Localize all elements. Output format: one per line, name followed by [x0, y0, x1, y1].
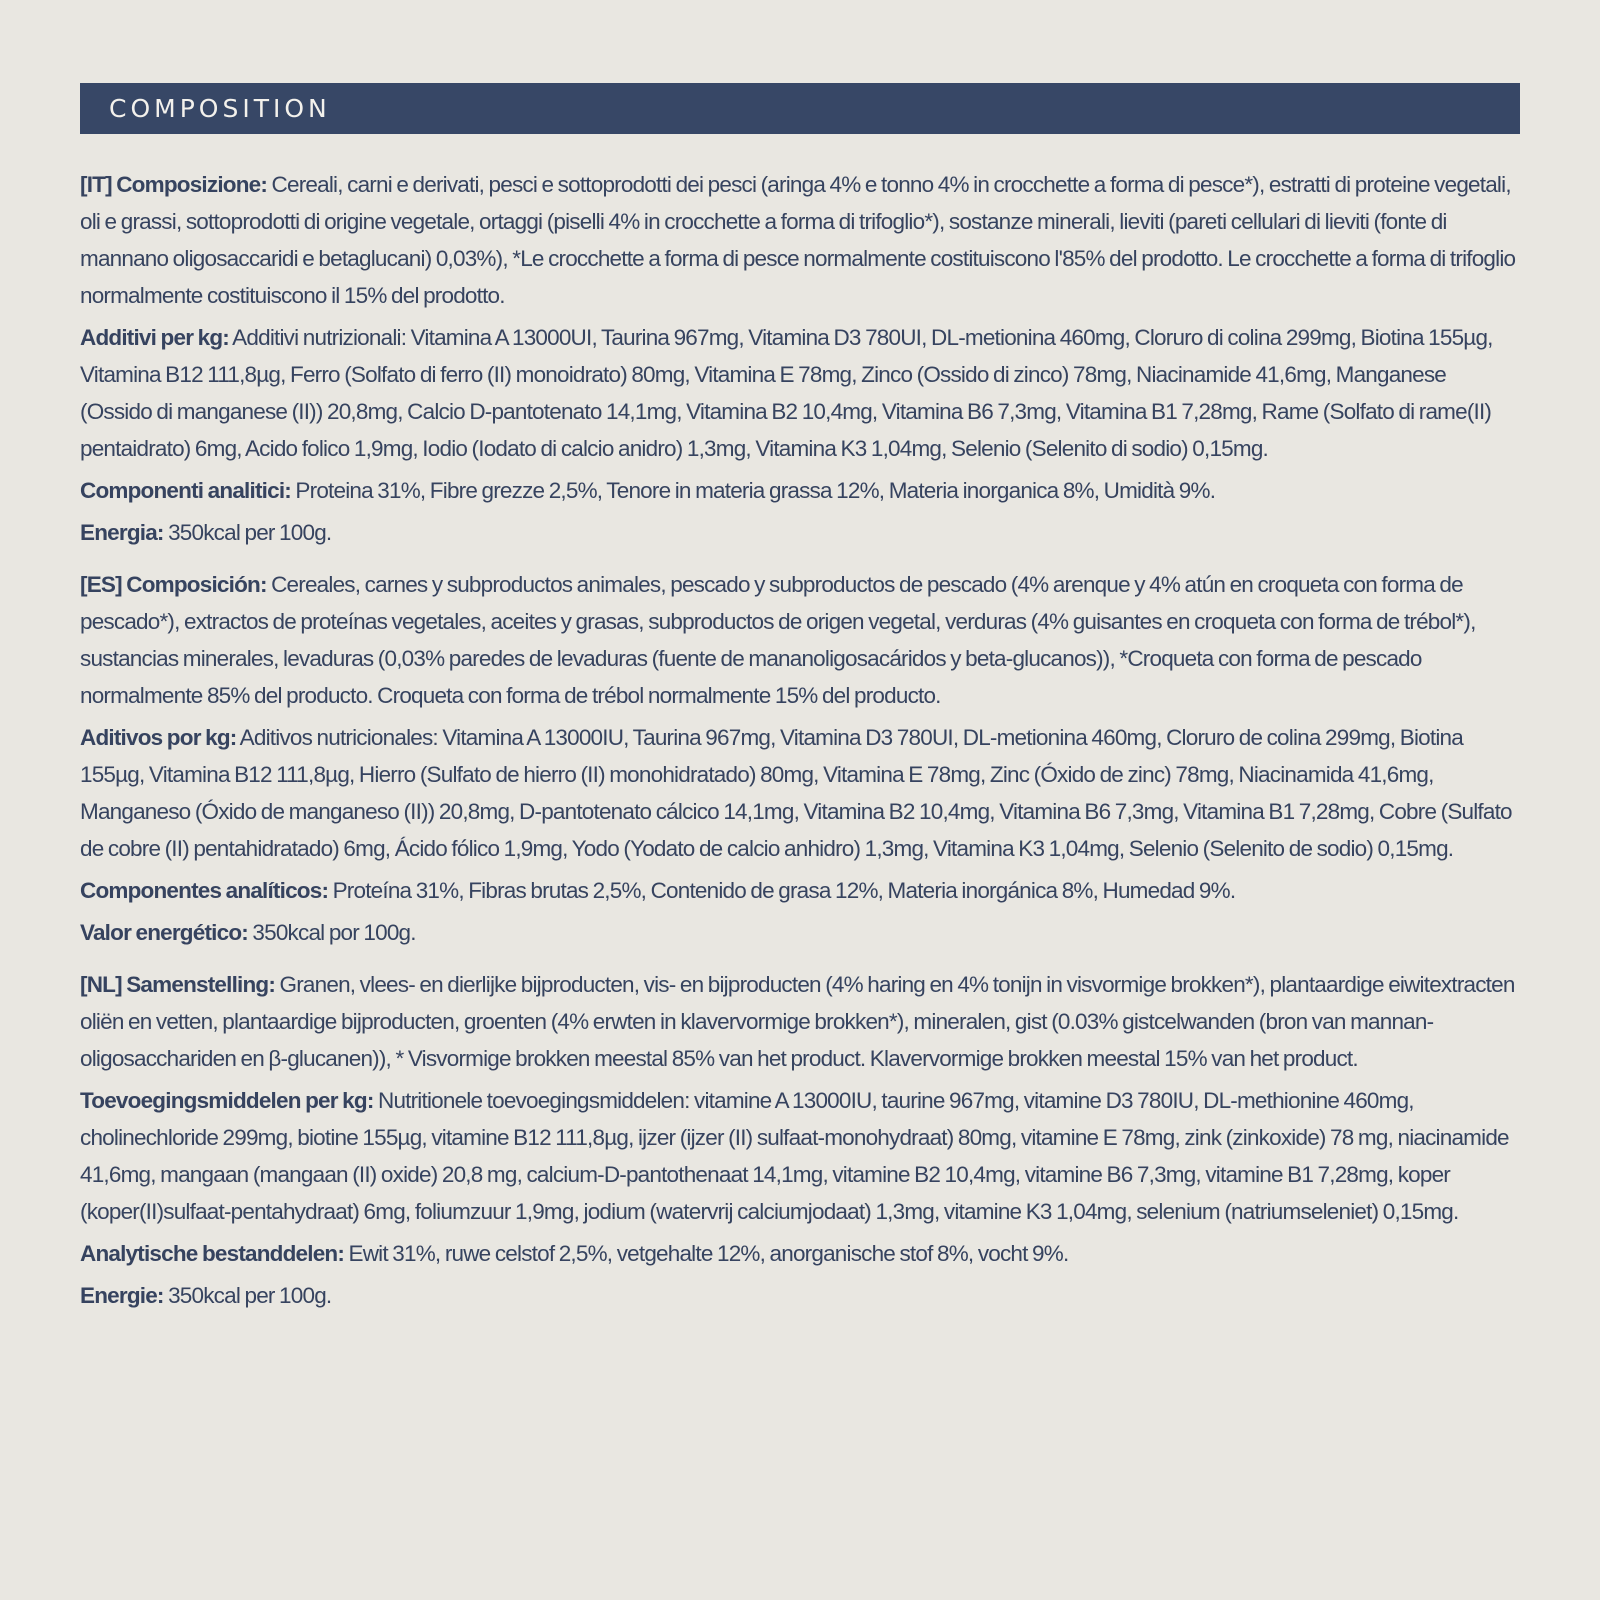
analytical-paragraph-it — [80, 472, 1520, 509]
energy-text-nl: 350kcal per 100g. — [163, 1283, 332, 1308]
energy-label-nl: Energie: — [80, 1283, 164, 1308]
additives-label-it: Additivi per kg: — [80, 325, 229, 350]
analytical-text-es: Proteína 31%, Fibras brutas 2,5%, Contenido de grasa 12%, Materia inorgánica 8%, Humedad 9%. — [328, 878, 1236, 903]
additives-text-it: Additivi nutrizionali: Vitamina A 13000UI, Taurina 967mg, Vitamina D3 780UI, DL-metionina 460mg, Cloruro di colina 299mg, Biotina 155µg, Vitamina B12 111,8µg, Ferro (Solfato di ferro (II) monoidrato) 80mg, Vitamina E 78mg, Zinco (Ossido di zinco) 78mg, Niacinamide 41,6mg, Manganese (Ossido di manganese (II)) 20,8mg, Calcio D-pantotenato 14,1mg, Vitamina B2 10,4mg, Vitamina B6 7,3mg, Vitamina B1 7,28mg, Rame (Solfato di rame(II) pentaidrato) 6mg, Acido folico 1,9mg, Iodio (Iodato di calcio anidro) 1,3mg, Vitamina K3 1,04mg, Selenio (Selenito di sodio) 0,15mg. — [80, 325, 1493, 461]
composition-label-es: [ES] Composición: — [80, 572, 267, 597]
energy-text-es: 350kcal por 100g. — [247, 920, 416, 945]
additives-label-nl: Toevoegingsmiddelen per kg: — [80, 1088, 374, 1113]
additives-paragraph-es — [80, 719, 1520, 867]
analytical-label-es: Componentes analíticos: — [80, 878, 329, 903]
energy-paragraph-es — [80, 914, 1520, 951]
section-italian — [80, 166, 1520, 551]
additives-text-es: Aditivos nutricionales: Vitamina A 13000IU, Taurina 967mg, Vitamina D3 780UI, DL-metionina 460mg, Cloruro de colina 299mg, Biotina 155µg, Vitamina B12 111,8µg, Hierro (Sulfato de hierro (II) monohidratado) 80mg, Vitamina E 78mg, Zinc (Óxido de zinc) 78mg, Niacinamida 41,6mg, Manganeso (Óxido de manganeso (II)) 20,8mg, D-pantotenato cálcico 14,1mg, Vitamina B2 10,4mg, Vitamina B6 7,3mg, Vitamina B1 7,28mg, Cobre (Sulfato de cobre (II) pentahidratado) 6mg, Ácido fólico 1,9mg, Yodo (Yodato de calcio anhidro) 1,3mg, Vitamina K3 1,04mg, Selenio (Selenito de sodio) 0,15mg. — [80, 725, 1512, 861]
composition-paragraph-it — [80, 166, 1520, 314]
composition-text-es: Cereales, carnes y subproductos animales, pescado y subproductos de pescado (4% arenque y 4% atún en croqueta con forma de pescado*), extractos de proteínas vegetales, aceites y grasas, subproductos de origen vegetal, verduras (4% guisantes en croqueta con forma de trébol*), sustancias minerales, levaduras (0,03% paredes de levaduras (fuente de mananoligosacáridos y beta-glucanos)), *Croqueta con forma de pescado normalmente 85% del producto. Croqueta con forma de trébol normalmente 15% del producto. — [80, 572, 1476, 708]
composition-text-nl: Granen, vlees- en dierlijke bijproducten, vis- en bijproducten (4% haring en 4% tonijn in visvormige brokken*), plantaardige eiwitextracten oliën en vetten, plantaardige bijproducten, groenten (4% erwten in klavervormige brokken*), mineralen, gist (0.03% gistcelwanden (bron van mannan-oligosacchariden en β-glucanen)), * Visvormige brokken meestal 85% van het product. Klavervormige brokken meestal 15% van het product. — [80, 972, 1515, 1071]
energy-paragraph-it — [80, 514, 1520, 551]
energy-text-it: 350kcal per 100g. — [163, 520, 332, 545]
energy-paragraph-nl — [80, 1277, 1520, 1314]
header-title: COMPOSITION — [109, 94, 331, 123]
section-spanish — [80, 566, 1520, 951]
composition-text-it: Cereali, carni e derivati, pesci e sottoprodotti dei pesci (aringa 4% e tonno 4% in crocchette a forma di pesce*), estratti di proteine vegetali, oli e grassi, sottoprodotti di origine vegetale, ortaggi (piselli 4% in crocchette a forma di trifoglio*), sostanze minerali, lieviti (pareti cellulari di lieviti (fonte di mannano oligosaccaridi e betaglucani) 0,03%), *Le crocchette a forma di pesce normalmente costituiscono l'85% del prodotto. Le crocchette a forma di trifoglio normalmente costituiscono il 15% del prodotto. — [80, 172, 1516, 308]
additives-text-nl: Nutritionele toevoegingsmiddelen: vitamine A 13000IU, taurine 967mg, vitamine D3 780IU, DL-methionine 460mg, cholinechloride 299mg, biotine 155µg, vitamine B12 111,8µg, ijzer (ijzer (II) sulfaat-monohydraat) 80mg, vitamine E 78mg, zink (zinkoxide) 78 mg, niacinamide 41,6mg, mangaan (mangaan (II) oxide) 20,8 mg, calcium-D-pantothenaat 14,1mg, vitamine B2 10,4mg, vitamine B6 7,3mg, vitamine B1 7,28mg, koper (koper(II)sulfaat-pentahydraat) 6mg, foliumzuur 1,9mg, jodium (watervrij calciumjodaat) 1,3mg, vitamine K3 1,04mg, selenium (natriumseleniet) 0,15mg. — [80, 1088, 1509, 1224]
analytical-paragraph-nl — [80, 1235, 1520, 1272]
additives-paragraph-it — [80, 319, 1520, 467]
composition-label-it: [IT] Composizione: — [80, 172, 268, 197]
composition-content — [80, 166, 1520, 1329]
composition-paragraph-es — [80, 566, 1520, 714]
analytical-paragraph-es — [80, 872, 1520, 909]
composition-paragraph-nl — [80, 966, 1520, 1077]
additives-label-es: Aditivos por kg: — [80, 725, 237, 750]
energy-label-it: Energia: — [80, 520, 164, 545]
analytical-label-it: Componenti analitici: — [80, 478, 291, 503]
energy-label-es: Valor energético: — [80, 920, 248, 945]
section-dutch — [80, 966, 1520, 1314]
analytical-text-nl: Ewit 31%, ruwe celstof 2,5%, vetgehalte 12%, anorganische stof 8%, vocht 9%. — [344, 1241, 1069, 1266]
composition-label-nl: [NL] Samenstelling: — [80, 972, 276, 997]
additives-paragraph-nl — [80, 1082, 1520, 1230]
composition-header — [80, 83, 1520, 134]
analytical-text-it: Proteina 31%, Fibre grezze 2,5%, Tenore in materia grassa 12%, Materia inorganica 8%, Umidità 9%. — [290, 478, 1216, 503]
analytical-label-nl: Analytische bestanddelen: — [80, 1241, 345, 1266]
